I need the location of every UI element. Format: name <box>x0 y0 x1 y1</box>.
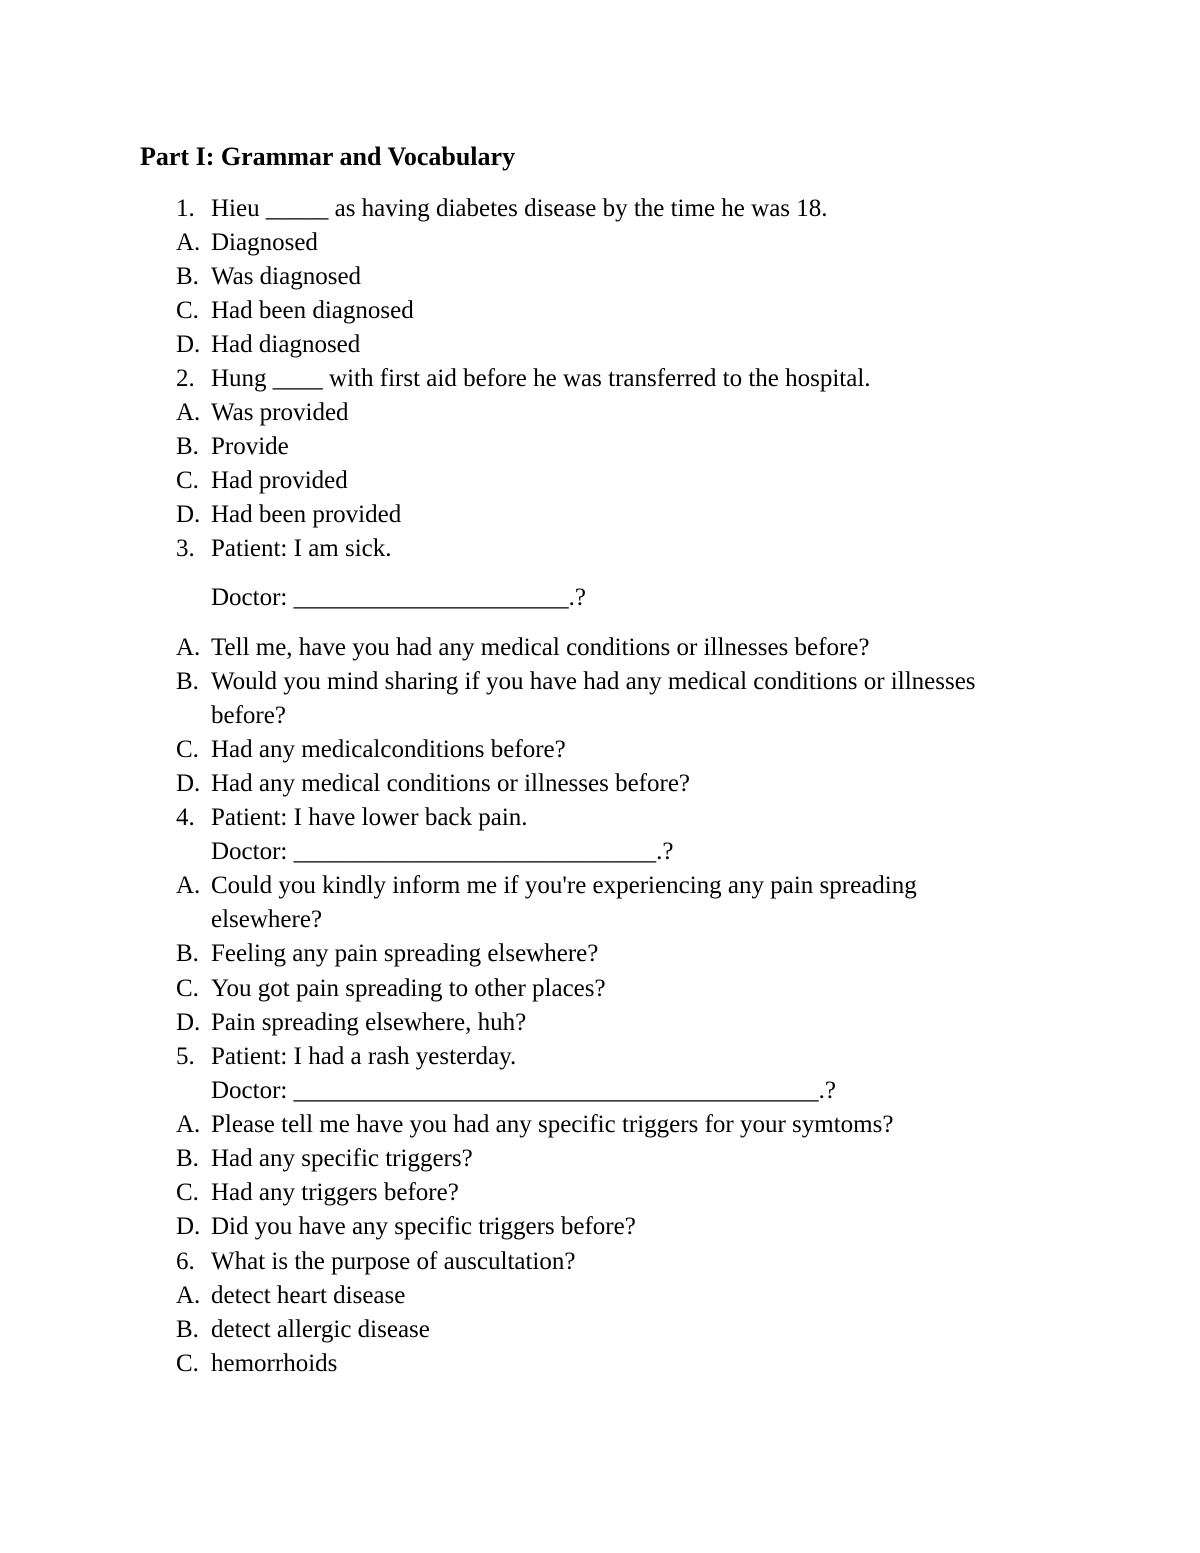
dialogue-text: Doctor: _____________________________.? <box>211 838 674 865</box>
option-text: Diagnosed <box>211 229 318 256</box>
option-letter: A. <box>176 1282 201 1309</box>
option-text: Did you have any specific triggers before? <box>211 1213 636 1240</box>
section-heading: Part I: Grammar and Vocabulary <box>140 142 516 171</box>
option-letter: B. <box>176 1145 199 1172</box>
option-letter: C. <box>176 1179 199 1206</box>
option-text: Was provided <box>211 399 349 426</box>
option-text: Feeling any pain spreading elsewhere? <box>211 940 599 967</box>
option-text: Had provided <box>211 467 348 494</box>
question-text: What is the purpose of auscultation? <box>211 1248 576 1275</box>
option-letter: A. <box>176 229 201 256</box>
option-letter: D. <box>176 1213 201 1240</box>
option-text: Had any triggers before? <box>211 1179 459 1206</box>
option-letter: C. <box>176 297 199 324</box>
question-text: Patient: I am sick. <box>211 535 392 562</box>
option-text: Had any medicalconditions before? <box>211 736 566 763</box>
option-letter: B. <box>176 1316 199 1343</box>
option-text: Pain spreading elsewhere, huh? <box>211 1009 527 1036</box>
question-text: Hung ____ with first aid before he was transferred to the hospital. <box>211 365 871 392</box>
option-text: Was diagnosed <box>211 263 362 290</box>
option-text: Had been diagnosed <box>211 297 414 324</box>
option-letter: B. <box>176 433 199 460</box>
question-text: Patient: I had a rash yesterday. <box>211 1043 517 1070</box>
question-text: Hieu _____ as having diabetes disease by the time he was 18. <box>211 195 828 222</box>
dialogue-text: Doctor: __________________________________________.? <box>211 1077 836 1104</box>
option-letter: B. <box>176 263 199 290</box>
question-text: Patient: I have lower back pain. <box>211 804 528 831</box>
option-letter: D. <box>176 1009 201 1036</box>
option-text: detect heart disease <box>211 1282 406 1309</box>
option-letter: A. <box>176 872 201 899</box>
option-letter: D. <box>176 331 201 358</box>
question-number: 4. <box>176 804 195 831</box>
option-letter: A. <box>176 634 201 661</box>
option-letter: C. <box>176 975 199 1002</box>
option-text: Had any medical conditions or illnesses before? <box>211 770 691 797</box>
option-letter: B. <box>176 668 199 695</box>
option-letter: D. <box>176 770 201 797</box>
question-number: 3. <box>176 535 195 562</box>
option-letter: D. <box>176 501 201 528</box>
option-letter: A. <box>176 399 201 426</box>
option-letter: A. <box>176 1111 201 1138</box>
option-text: detect allergic disease <box>211 1316 430 1343</box>
question-number: 5. <box>176 1043 195 1070</box>
option-text: Had diagnosed <box>211 331 361 358</box>
option-letter: C. <box>176 1350 199 1377</box>
option-letter: C. <box>176 467 199 494</box>
option-letter: C. <box>176 736 199 763</box>
option-text: hemorrhoids <box>211 1350 338 1377</box>
option-text: Tell me, have you had any medical conditions or illnesses before? <box>211 634 870 661</box>
dialogue-text: Doctor: ______________________.? <box>211 584 586 611</box>
option-text: Had been provided <box>211 501 402 528</box>
option-text: You got pain spreading to other places? <box>211 975 606 1002</box>
question-number: 2. <box>176 365 195 392</box>
option-text: Please tell me have you had any specific triggers for your symtoms? <box>211 1111 894 1138</box>
option-text: Had any specific triggers? <box>211 1145 473 1172</box>
option-text: Would you mind sharing if you have had any medical conditions or illnesses <box>211 668 976 695</box>
option-text: elsewhere? <box>211 906 323 933</box>
question-number: 6. <box>176 1248 195 1275</box>
option-text: Provide <box>211 433 289 460</box>
question-number: 1. <box>176 195 195 222</box>
option-letter: B. <box>176 940 199 967</box>
option-text: Could you kindly inform me if you're experiencing any pain spreading <box>211 872 917 899</box>
option-text: before? <box>211 702 286 729</box>
